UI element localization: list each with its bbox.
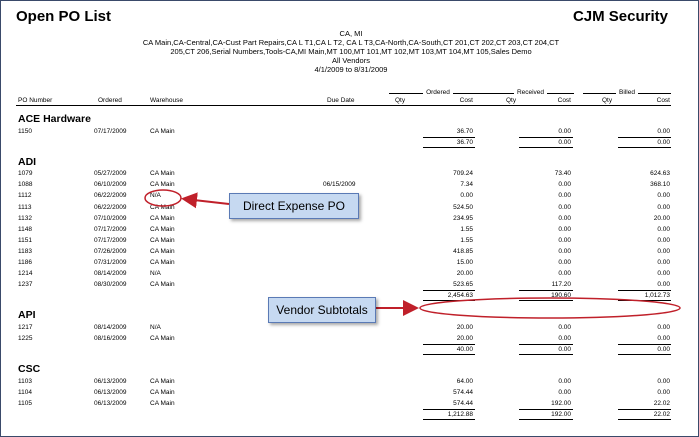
warehouse-cell: CA Main xyxy=(150,225,175,233)
billed-cost-cell: 368.10 xyxy=(650,181,670,189)
callout-vendor-subtotals: Vendor Subtotals xyxy=(268,297,376,323)
subtotal-received-cost: 0.00 xyxy=(558,138,571,146)
ordered-date-cell: 06/22/2009 xyxy=(94,203,127,211)
billed-cost-cell: 0.00 xyxy=(657,259,670,266)
ordered-date-cell: 07/17/2009 xyxy=(94,225,127,233)
filter-warehouses-2: 205,CT 206,Serial Numbers,Tools-CA,MI Main,MT 100,MT 101,MT 102,MT 103,MT 104,MT 105,Sales Demo xyxy=(170,47,532,56)
po-number-cell: 1183 xyxy=(18,247,32,255)
warehouse-cell: N/A xyxy=(150,270,161,278)
ordered-cost-cell: 524.50 xyxy=(453,203,473,211)
ordered-date-cell: 05/27/2009 xyxy=(94,170,127,178)
po-number-cell: 1151 xyxy=(18,236,32,244)
direct-expense-highlight xyxy=(145,190,181,206)
ordered-cost-cell: 0.00 xyxy=(460,192,473,200)
received-cost-cell: 0.00 xyxy=(558,127,571,135)
due-date-cell: 06/15/2009 xyxy=(323,181,356,189)
received-cost-cell: 0.00 xyxy=(558,270,571,278)
warehouse-cell: CA Main xyxy=(150,236,175,244)
received-cost-cell: 0.00 xyxy=(558,236,571,244)
vendor-name: API xyxy=(18,309,36,322)
warehouse-cell: CA Main xyxy=(150,388,175,396)
filter-states: CA, MI xyxy=(339,29,363,38)
warehouse-cell: CA Main xyxy=(150,203,175,211)
billed-cost-cell: 0.00 xyxy=(657,225,670,233)
received-cost-cell: 0.00 xyxy=(558,225,571,233)
col-header-warehouse: Warehouse xyxy=(150,97,183,104)
ordered-date-cell: 08/16/2009 xyxy=(94,335,127,342)
ordered-date-cell: 06/22/2009 xyxy=(94,192,127,200)
vendor-name: CSC xyxy=(18,363,41,376)
ordered-date-cell: 06/13/2009 xyxy=(94,377,127,385)
col-header-po-number: PO Number xyxy=(18,97,53,104)
po-number-cell: 1105 xyxy=(18,399,32,407)
received-cost-cell: 0.00 xyxy=(558,247,571,255)
warehouse-cell: CA Main xyxy=(150,399,175,407)
po-number-cell: 1079 xyxy=(18,170,33,178)
received-cost-cell: 0.00 xyxy=(558,259,571,266)
ordered-date-cell: 07/31/2009 xyxy=(94,259,127,266)
vendor-name: ADI xyxy=(18,155,37,168)
ordered-cost-cell: 36.70 xyxy=(456,127,473,135)
group-header-ordered: Ordered xyxy=(389,89,487,96)
billed-cost-cell: 0.00 xyxy=(657,236,670,244)
direct-expense-arrow xyxy=(185,199,229,204)
received-cost-cell: 0.00 xyxy=(558,181,571,189)
subtotal-billed-cost: 0.00 xyxy=(657,138,670,146)
report-title: Open PO List xyxy=(16,8,112,25)
warehouse-cell: CA Main xyxy=(150,170,175,178)
ordered-date-cell: 06/13/2009 xyxy=(94,399,127,407)
subtotal-ordered-cost: 36.70 xyxy=(456,138,473,146)
warehouse-cell: CA Main xyxy=(150,181,175,189)
ordered-cost-cell: 20.00 xyxy=(456,323,473,331)
po-number-cell: 1088 xyxy=(18,181,33,189)
warehouse-cell: CA Main xyxy=(150,281,175,289)
received-cost-cell: 117.20 xyxy=(551,281,571,289)
billed-cost-cell: 624.63 xyxy=(650,170,670,178)
col-header-ordered-cost: Cost xyxy=(459,97,473,104)
subtotal-received-cost: 192.00 xyxy=(551,411,571,418)
ordered-date-cell: 08/30/2009 xyxy=(94,281,127,289)
warehouse-cell: N/A xyxy=(150,192,161,200)
ordered-date-cell: 07/17/2009 xyxy=(94,236,127,244)
po-number-cell: 1132 xyxy=(18,214,32,222)
filter-date-range: 4/1/2009 to 8/31/2009 xyxy=(314,65,388,74)
po-number-cell: 1214 xyxy=(18,270,33,278)
received-cost-cell: 0.00 xyxy=(558,388,571,396)
warehouse-cell: N/A xyxy=(150,323,161,331)
billed-cost-cell: 0.00 xyxy=(657,192,670,200)
col-header-ordered-qty: Qty xyxy=(395,97,406,104)
ordered-cost-cell: 7.34 xyxy=(460,181,473,189)
ordered-cost-cell: 20.00 xyxy=(456,335,473,342)
ordered-cost-cell: 20.00 xyxy=(456,270,473,278)
warehouse-cell: CA Main xyxy=(150,247,175,255)
ordered-cost-cell: 1.55 xyxy=(460,225,473,233)
company-name: CJM Security xyxy=(572,8,668,25)
col-header-due-date: Due Date xyxy=(327,97,355,104)
ordered-cost-cell: 523.65 xyxy=(453,281,473,289)
ordered-cost-cell: 418.85 xyxy=(453,247,473,255)
billed-cost-cell: 0.00 xyxy=(657,127,670,135)
billed-cost-cell: 0.00 xyxy=(657,203,670,211)
received-cost-cell: 0.00 xyxy=(558,323,571,331)
billed-cost-cell: 0.00 xyxy=(657,377,670,385)
billed-cost-cell: 0.00 xyxy=(657,270,670,278)
col-header-received-cost: Cost xyxy=(557,97,571,104)
po-number-cell: 1112 xyxy=(18,192,32,200)
po-number-cell: 1237 xyxy=(18,281,33,289)
vendor-name: ACE Hardware xyxy=(18,113,91,125)
subtotal-ordered-cost: 40.00 xyxy=(456,346,473,354)
po-number-cell: 1104 xyxy=(18,388,32,396)
subtotal-ordered-cost: 2,454.63 xyxy=(447,292,473,300)
ordered-cost-cell: 234.95 xyxy=(453,214,473,222)
col-header-billed-cost: Cost xyxy=(656,97,670,104)
received-cost-cell: 0.00 xyxy=(558,377,571,385)
vendor-subtotals-highlight xyxy=(420,298,680,318)
ordered-date-cell: 07/17/2009 xyxy=(94,127,127,135)
warehouse-cell: CA Main xyxy=(150,214,175,222)
po-number-cell: 1186 xyxy=(18,259,32,266)
received-cost-cell: 0.00 xyxy=(558,214,571,222)
received-cost-cell: 73.40 xyxy=(554,170,571,178)
po-number-cell: 1103 xyxy=(18,377,32,385)
ordered-date-cell: 08/14/2009 xyxy=(94,323,127,331)
col-header-billed-qty: Qty xyxy=(602,97,613,104)
ordered-date-cell: 06/13/2009 xyxy=(94,388,127,396)
received-cost-cell: 192.00 xyxy=(551,399,571,407)
warehouse-cell: CA Main xyxy=(150,259,175,266)
received-cost-cell: 0.00 xyxy=(558,192,571,200)
filter-vendors: All Vendors xyxy=(332,56,370,65)
po-number-cell: 1150 xyxy=(18,127,32,135)
ordered-date-cell: 06/10/2009 xyxy=(94,181,127,189)
po-number-cell: 1148 xyxy=(18,225,32,233)
billed-cost-cell: 20.00 xyxy=(653,214,670,222)
col-header-ordered-date: Ordered xyxy=(98,97,122,104)
warehouse-cell: CA Main xyxy=(150,127,175,135)
ordered-cost-cell: 1.55 xyxy=(460,236,473,244)
billed-cost-cell: 0.00 xyxy=(657,388,670,396)
ordered-cost-cell: 15.00 xyxy=(456,259,473,266)
billed-cost-cell: 0.00 xyxy=(657,335,670,342)
po-number-cell: 1217 xyxy=(18,323,33,331)
billed-cost-cell: 0.00 xyxy=(657,247,670,255)
received-cost-cell: 0.00 xyxy=(558,203,571,211)
billed-cost-cell: 0.00 xyxy=(657,281,670,289)
ordered-date-cell: 08/14/2009 xyxy=(94,270,127,278)
received-cost-cell: 0.00 xyxy=(558,335,571,342)
subtotal-received-cost: 0.00 xyxy=(558,346,571,354)
po-number-cell: 1113 xyxy=(18,203,32,211)
subtotal-ordered-cost: 1,212.88 xyxy=(447,411,473,418)
billed-cost-cell: 22.02 xyxy=(653,399,670,407)
callout-direct-expense-po: Direct Expense PO xyxy=(229,193,359,219)
ordered-cost-cell: 709.24 xyxy=(453,170,473,178)
ordered-date-cell: 07/10/2009 xyxy=(94,214,127,222)
filter-warehouses-1: CA Main,CA-Central,CA-Cust Part Repairs,CA L T1,CA L T2, CA L T3,CA-North,CA-South,CT 201,CT 202,CT 203,CT 204,CT xyxy=(142,38,560,47)
ordered-cost-cell: 574.44 xyxy=(453,399,473,407)
billed-cost-cell: 0.00 xyxy=(657,323,670,331)
ordered-date-cell: 07/26/2009 xyxy=(94,247,127,255)
warehouse-cell: CA Main xyxy=(150,335,175,342)
warehouse-cell: CA Main xyxy=(150,377,175,385)
subtotal-billed-cost: 0.00 xyxy=(657,346,670,354)
ordered-cost-cell: 574.44 xyxy=(453,388,473,396)
subtotal-billed-cost: 1,012.73 xyxy=(644,292,670,300)
subtotal-received-cost: 190.60 xyxy=(551,292,571,300)
po-number-cell: 1225 xyxy=(18,335,33,342)
ordered-cost-cell: 64.00 xyxy=(456,377,473,385)
group-header-received: Received xyxy=(487,89,574,96)
col-header-received-qty: Qty xyxy=(506,97,517,104)
group-header-billed: Billed xyxy=(583,89,671,96)
subtotal-billed-cost: 22.02 xyxy=(653,411,670,418)
